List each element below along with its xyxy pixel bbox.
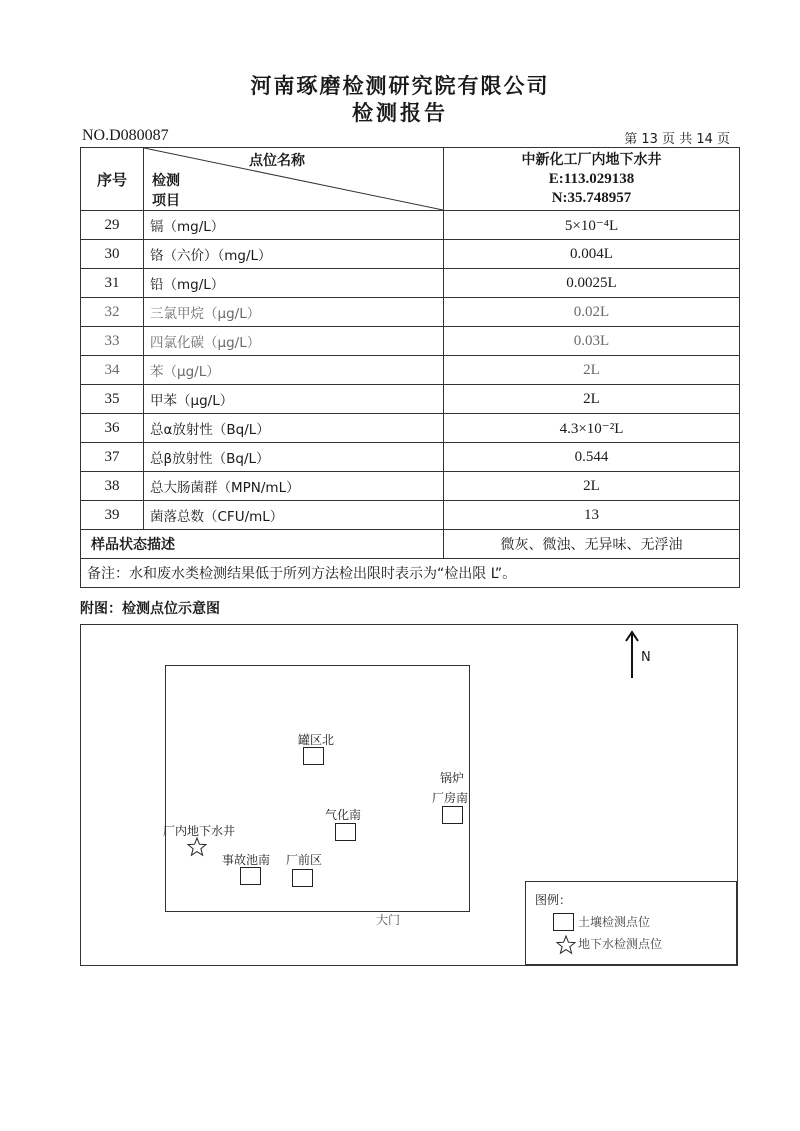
test-value: 13 <box>444 501 740 530</box>
map-title: 附图：检测点位示意图 <box>80 601 220 617</box>
boiler-label-line2: 厂房南 <box>432 791 469 805</box>
table-row <box>81 269 740 298</box>
row-number: 30 <box>81 240 144 269</box>
gasification-south-marker-icon <box>335 823 356 841</box>
boiler-label-line1: 锅炉 <box>440 771 465 785</box>
tank-north-marker-icon <box>303 747 324 765</box>
test-item: 菌落总数（CFU/mL） <box>144 501 444 530</box>
north-arrow-icon <box>622 628 642 680</box>
front-area-marker-icon <box>292 869 313 887</box>
legend-title: 图例： <box>535 893 572 907</box>
groundwater-well-label: 厂内地下水井 <box>163 824 236 838</box>
test-value: 2L <box>444 356 740 385</box>
test-value: 0.544 <box>444 443 740 472</box>
point-name-header: 点位名称 <box>249 153 305 169</box>
table-row <box>81 240 740 269</box>
test-value: 0.0025L <box>444 269 740 298</box>
legend-soil-label: 土壤检测点位 <box>578 915 651 929</box>
row-number: 39 <box>81 501 144 530</box>
test-value: 0.004L <box>444 240 740 269</box>
row-number: 34 <box>81 356 144 385</box>
table-row <box>81 414 740 443</box>
table-row <box>81 356 740 385</box>
table-note: 备注：水和废水类检测结果低于所列方法检出限时表示为“检出限 L”。 <box>81 559 740 588</box>
location-latitude: N:35.748957 <box>551 189 632 206</box>
test-value: 0.02L <box>444 298 740 327</box>
table-row <box>81 443 740 472</box>
groundwater-well-star-icon <box>187 837 207 857</box>
table-row <box>81 298 740 327</box>
test-item: 苯（μg/L） <box>144 356 444 385</box>
test-value: 2L <box>444 472 740 501</box>
table-row <box>81 211 740 240</box>
test-value: 2L <box>444 385 740 414</box>
sample-state-label: 样品状态描述 <box>81 530 444 559</box>
front-area-label: 厂前区 <box>286 853 323 867</box>
row-number: 31 <box>81 269 144 298</box>
sample-state-value: 微灰、微浊、无异味、无浮油 <box>444 530 740 559</box>
test-item: 总大肠菌群（MPN/mL） <box>144 472 444 501</box>
row-number: 35 <box>81 385 144 414</box>
legend-soil-square-icon <box>553 913 574 931</box>
test-item: 镉（mg/L） <box>144 211 444 240</box>
tank-north-label: 罐区北 <box>298 733 335 747</box>
report-title: 检测报告 <box>352 101 448 125</box>
accident-pool-south-marker-icon <box>240 867 261 885</box>
test-item: 铬（六价）（mg/L） <box>144 240 444 269</box>
location-longitude: E:113.029138 <box>548 170 635 187</box>
gate-label: 大门 <box>376 913 401 927</box>
test-item: 总α放射性（Bq/L） <box>144 414 444 443</box>
accident-pool-south-label: 事故池南 <box>222 853 271 867</box>
legend-groundwater-label: 地下水检测点位 <box>578 937 663 951</box>
test-item: 铅（mg/L） <box>144 269 444 298</box>
page-indicator: 第 13 页 共 14 页 <box>624 132 730 147</box>
table-row <box>81 385 740 414</box>
test-item: 总β放射性（Bq/L） <box>144 443 444 472</box>
company-name: 河南琢磨检测研究院有限公司 <box>250 74 550 98</box>
location-header <box>444 148 740 211</box>
row-number: 29 <box>81 211 144 240</box>
test-item: 甲苯（μg/L） <box>144 385 444 414</box>
row-number: 38 <box>81 472 144 501</box>
row-number: 37 <box>81 443 144 472</box>
note-row <box>81 559 740 588</box>
results-table <box>80 147 740 588</box>
gasification-south-label: 气化南 <box>325 808 362 822</box>
test-value: 5×10⁻⁴L <box>444 211 740 240</box>
site-boundary <box>165 665 470 912</box>
test-value: 4.3×10⁻²L <box>444 414 740 443</box>
sample-state-row <box>81 530 740 559</box>
north-label: N <box>641 650 651 665</box>
row-number: 33 <box>81 327 144 356</box>
legend-groundwater-star-icon <box>556 935 576 955</box>
table-header-row <box>81 148 740 211</box>
test-item: 三氯甲烷（μg/L） <box>144 298 444 327</box>
seq-header: 序号 <box>81 148 144 211</box>
row-number: 36 <box>81 414 144 443</box>
diagonal-header-cell <box>144 148 444 211</box>
item-header-line1: 检测 <box>152 173 180 189</box>
report-number: NO.D080087 <box>82 127 169 144</box>
table-row <box>81 501 740 530</box>
row-number: 32 <box>81 298 144 327</box>
table-row <box>81 327 740 356</box>
location-name: 中新化工厂内地下水井 <box>521 151 662 168</box>
test-item: 四氯化碳（μg/L） <box>144 327 444 356</box>
boiler-south-marker-icon <box>442 806 463 824</box>
table-row <box>81 472 740 501</box>
test-value: 0.03L <box>444 327 740 356</box>
item-header-line2: 项目 <box>152 193 180 209</box>
